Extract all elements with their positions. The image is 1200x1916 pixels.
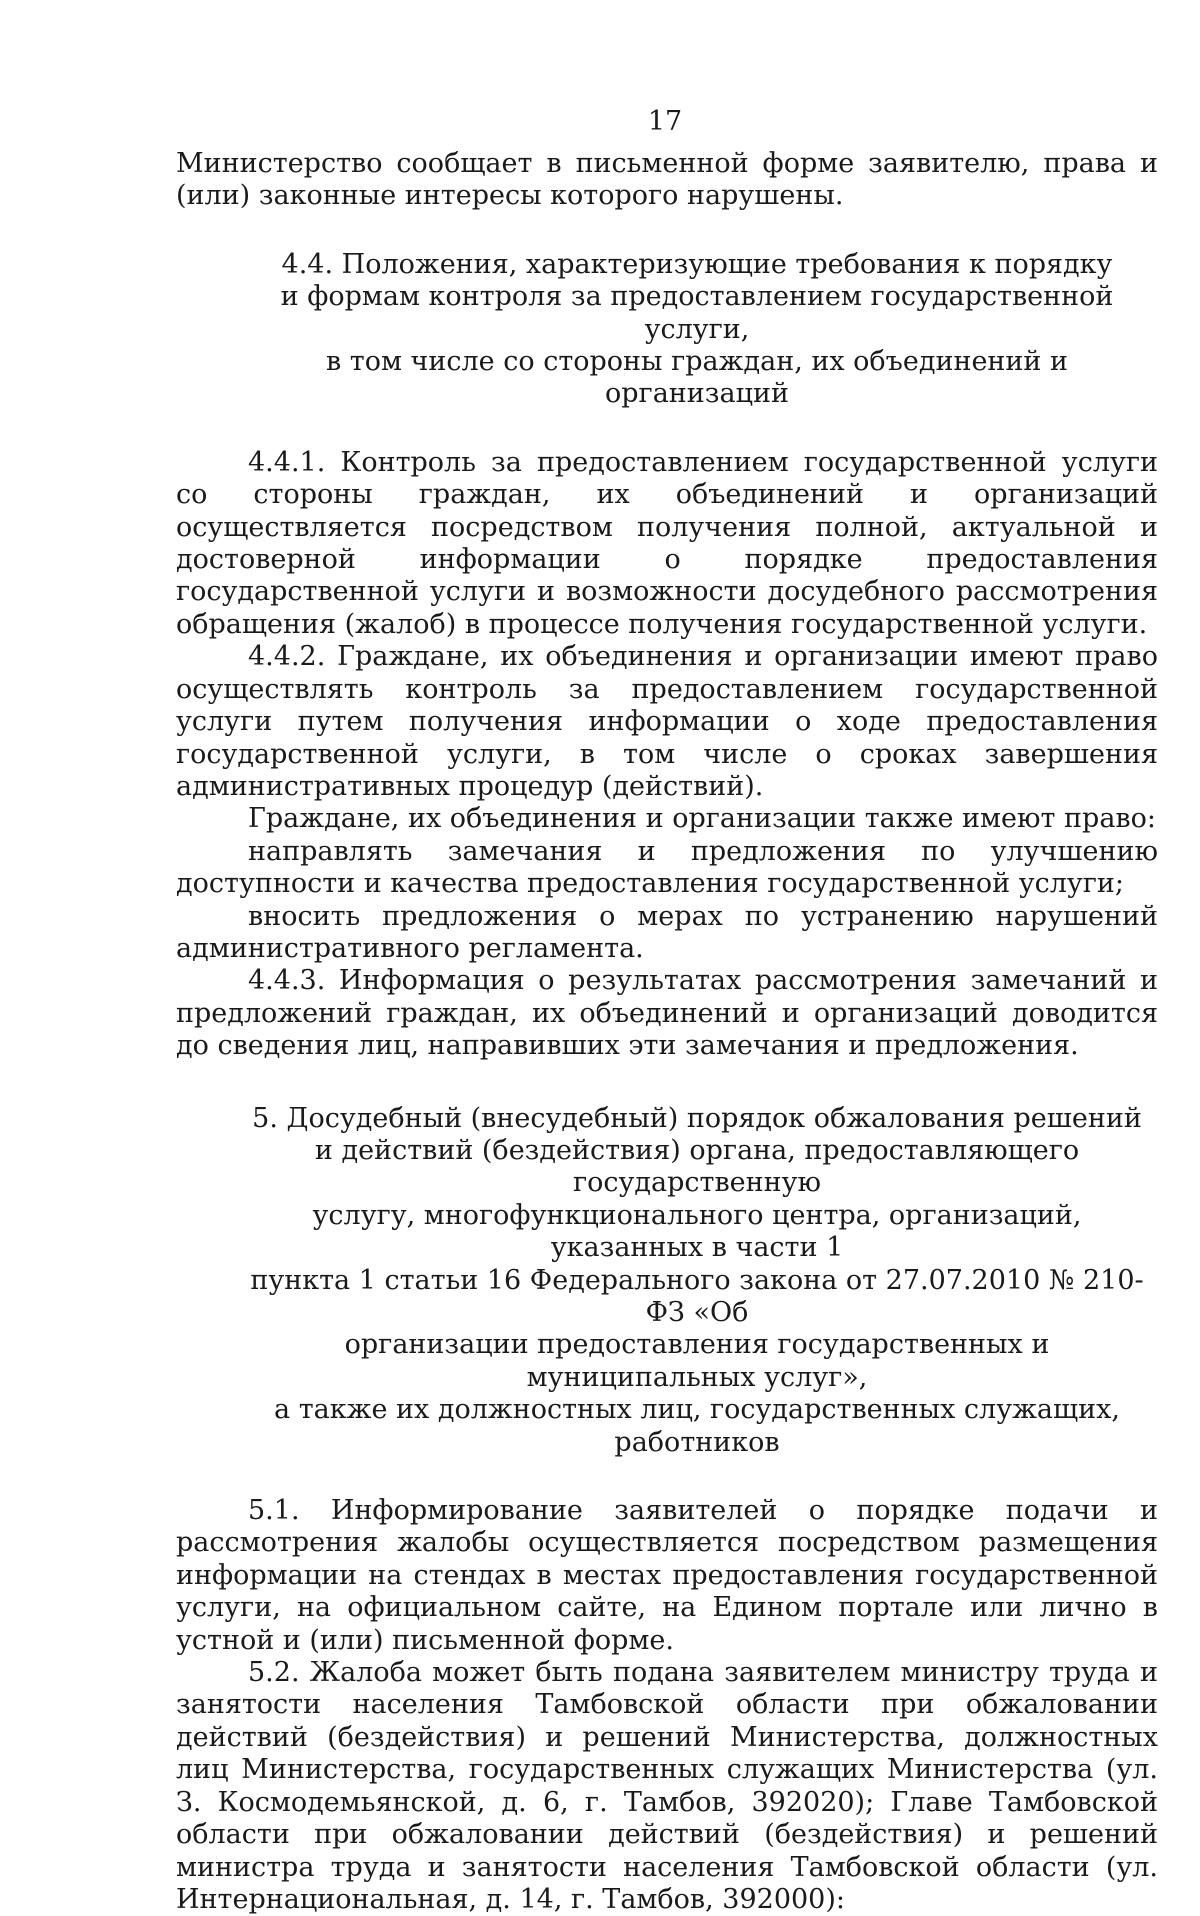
section-5-heading <box>176 1103 1158 1459</box>
page-content <box>176 148 1158 1916</box>
paragraph-5-2: 5.2. Жалоба может быть подана заявителем министру труда и занятости населения Тамбовской области при обжаловании действий (бездействия) и решений Министерства, должностных лиц Министерства, государственных служащих Министерства (ул. З. Космодемьянской, д. 6, г. Тамбов, 392020); Главе Тамбовской области при обжаловании действий (бездействия) и решений министра труда и занятости населения Тамбовской области (ул. Интернациональная, д. 14, г. Тамбов, 392000): <box>176 1657 1158 1915</box>
spacer <box>176 411 1158 447</box>
paragraph-4-4-3: 4.4.3. Информация о результатах рассмотрения замечаний и предложений граждан, их объединений и организаций доводится до сведения лиц, направивших эти замечания и предложения. <box>176 965 1158 1062</box>
page-number: 17 <box>647 106 683 137</box>
paragraph-4-4-1: 4.4.1. Контроль за предоставлением государственной услуги со стороны граждан, их объединений и организаций осуществляется посредством получения полной, актуальной и достоверной информации о порядке предоставления государственной услуги и возможности досудебного рассмотрения обращения (жалоб) в процессе получения государственной услуги. <box>176 446 1158 640</box>
paragraph-right-1: направлять замечания и предложения по улучшению доступности и качества предоставления государственной услуги; <box>176 835 1158 900</box>
paragraph-right-2: вносить предложения о мерах по устранению нарушений административного регламента. <box>176 900 1158 964</box>
paragraph-4-4-2: 4.4.2. Граждане, их объединения и организации имеют право осуществлять контроль за предоставлением государственной услуги путем получения информации о ходе предоставления государственной услуги, в том числе о сроках завершения административных процедур (действий). <box>176 641 1158 802</box>
heading-line: 4.4. Положения, характеризующие требования к порядку <box>281 248 1113 280</box>
intro-paragraph: Министерство сообщает в письменной форме заявителю, права и (или) законные интересы которого нарушены. <box>176 148 1158 212</box>
heading-line: в том числе со стороны граждан, их объединений и организаций <box>326 346 1068 410</box>
paragraph-rights-intro: Граждане, их объединения и организации также имеют право: <box>248 803 1156 835</box>
heading-line: пункта 1 статьи 16 Федерального закона от 27.07.2010 № 210-ФЗ «Об <box>250 1264 1144 1328</box>
heading-line: услугу, многофункционального центра, организаций, указанных в части 1 <box>312 1199 1082 1264</box>
paragraph-5-1: 5.1. Информирование заявителей о порядке подачи и рассмотрения жалобы осуществляется посредством размещения информации на стендах в местах предоставления государственной услуги, на официальном сайте, на Едином портале или лично в устной и (или) письменной форме. <box>176 1495 1158 1656</box>
spacer <box>176 1459 1158 1495</box>
heading-line: 5. Досудебный (внесудебный) порядок обжалования решений <box>252 1102 1142 1134</box>
heading-line: и формам контроля за предоставлением государственной услуги, <box>280 281 1114 345</box>
heading-line: и действий (бездействия) органа, предоставляющего государственную <box>314 1134 1080 1199</box>
heading-line: организации предоставления государственных и муниципальных услуг», <box>344 1329 1050 1393</box>
section-4-4-heading <box>176 249 1158 411</box>
spacer <box>176 213 1158 249</box>
spacer <box>176 1063 1158 1103</box>
heading-line: а также их должностных лиц, государственных служащих, работников <box>274 1394 1120 1458</box>
